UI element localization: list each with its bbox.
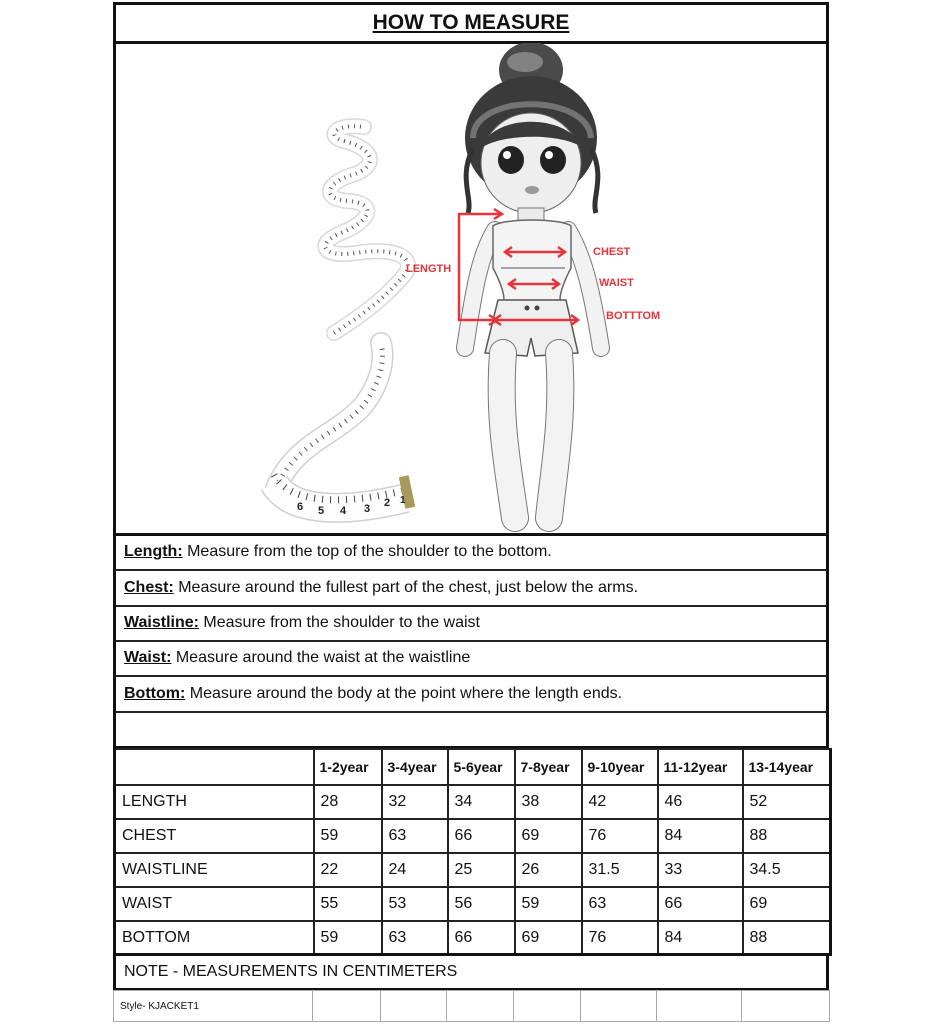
instruction-text: Measure around the body at the point where the length ends.: [185, 685, 623, 702]
instruction-length: [113, 535, 829, 571]
column-header: 1-2year: [314, 749, 382, 785]
table-row: [115, 853, 831, 887]
tape-number: 3: [364, 503, 371, 515]
table-cell: 46: [658, 785, 743, 819]
empty-cell: [581, 991, 657, 1022]
instruction-term: Waistline:: [124, 614, 199, 631]
column-header: 3-4year: [382, 749, 448, 785]
table-cell: 59: [515, 887, 582, 921]
table-cell: 56: [448, 887, 515, 921]
table-row: [115, 887, 831, 921]
table-cell: 55: [314, 887, 382, 921]
table-cell: 76: [582, 819, 658, 853]
instruction-bottom: [113, 677, 829, 713]
table-cell: 66: [658, 887, 743, 921]
table-cell: 59: [314, 921, 382, 955]
empty-cell: [657, 991, 742, 1022]
table-cell: 66: [448, 921, 515, 955]
table-cell: 34.5: [743, 853, 831, 887]
instruction-term: Waist:: [124, 649, 172, 666]
row-label: BOTTOM: [115, 921, 314, 955]
instruction-term: Chest:: [124, 579, 174, 596]
waist-label: WAIST: [599, 277, 634, 289]
instruction-text: Measure from the top of the shoulder to the bottom.: [182, 543, 552, 560]
tape-number: 2: [384, 497, 391, 509]
table-cell: 33: [658, 853, 743, 887]
table-cell: 63: [382, 819, 448, 853]
table-cell: 26: [515, 853, 582, 887]
empty-cell: [514, 991, 581, 1022]
table-cell: 32: [382, 785, 448, 819]
table-cell: 66: [448, 819, 515, 853]
table-cell: 25: [448, 853, 515, 887]
column-header: 7-8year: [515, 749, 582, 785]
table-cell: 22: [314, 853, 382, 887]
measurement-note: [113, 953, 829, 991]
instruction-chest: [113, 571, 829, 607]
table-cell: 76: [582, 921, 658, 955]
row-label: WAISTLINE: [115, 853, 314, 887]
empty-cell: [313, 991, 381, 1022]
instruction-text: Measure from the shoulder to the waist: [198, 614, 480, 631]
table-cell: 31.5: [582, 853, 658, 887]
table-cell: 88: [743, 819, 831, 853]
table-cell: 88: [743, 921, 831, 955]
style-code: Style- KJACKET1: [114, 991, 313, 1022]
table-cell: 84: [658, 819, 743, 853]
row-label: LENGTH: [115, 785, 314, 819]
row-label: CHEST: [115, 819, 314, 853]
table-cell: 38: [515, 785, 582, 819]
instruction-term: Length:: [124, 543, 183, 560]
child-figure-icon: [459, 43, 601, 518]
row-label: WAIST: [115, 887, 314, 921]
tape-number: 1: [400, 495, 406, 506]
tape-measure-icon: [274, 126, 415, 517]
length-label: LENGTH: [406, 263, 452, 275]
table-cell: 28: [314, 785, 382, 819]
table-row: [115, 921, 831, 955]
measurement-illustration: [116, 43, 826, 533]
table-cell: 59: [314, 819, 382, 853]
column-header: 13-14year: [743, 749, 831, 785]
column-header: 5-6year: [448, 749, 515, 785]
table-cell: 69: [515, 921, 582, 955]
table-row: [115, 819, 831, 853]
table-cell: 24: [382, 853, 448, 887]
table-cell: 84: [658, 921, 743, 955]
instruction-waistline: [113, 606, 829, 642]
page-title: HOW TO MEASURE: [372, 11, 570, 34]
style-row: [113, 990, 830, 1022]
size-chart-table: [113, 748, 832, 956]
title-row: [113, 2, 829, 44]
table-cell: 69: [515, 819, 582, 853]
table-cell: 34: [448, 785, 515, 819]
table-cell: 53: [382, 887, 448, 921]
note-text: NOTE - MEASUREMENTS IN CENTIMETERS: [124, 963, 458, 980]
instruction-text: Measure around the fullest part of the chest, just below the arms.: [173, 579, 639, 596]
instruction-text: Measure around the waist at the waistline: [171, 649, 471, 666]
illustration-area: [113, 43, 829, 536]
chest-label: CHEST: [593, 246, 631, 258]
header-corner-cell: [115, 749, 314, 785]
column-header: 11-12year: [658, 749, 743, 785]
empty-cell: [381, 991, 447, 1022]
table-cell: 42: [582, 785, 658, 819]
table-cell: 63: [582, 887, 658, 921]
tape-number: 5: [318, 505, 325, 517]
blank-row: [113, 712, 829, 749]
empty-cell: [742, 991, 830, 1022]
bottom-label: BOTTTOM: [606, 310, 661, 322]
tape-number: 6: [297, 501, 304, 513]
instruction-term: Bottom:: [124, 685, 186, 702]
table-cell: 52: [743, 785, 831, 819]
instruction-waist: [113, 641, 829, 677]
table-cell: 69: [743, 887, 831, 921]
column-header: 9-10year: [582, 749, 658, 785]
tape-number: 4: [340, 505, 347, 517]
table-header-row: [115, 749, 831, 785]
table-cell: 63: [382, 921, 448, 955]
empty-cell: [447, 991, 514, 1022]
table-row: [115, 785, 831, 819]
